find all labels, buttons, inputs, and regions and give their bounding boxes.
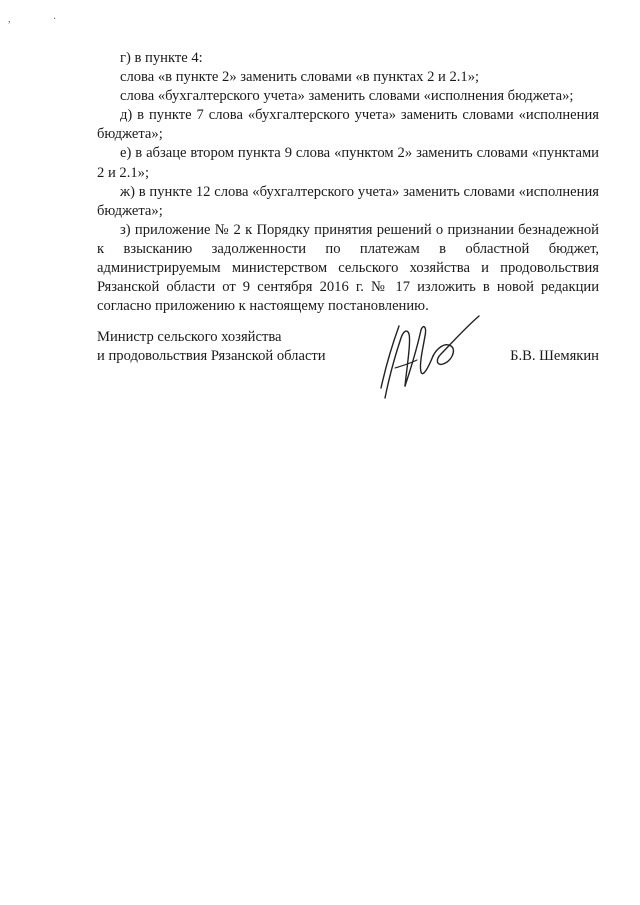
paragraph-item-g-words-1: слова «в пункте 2» заменить словами «в пунктах 2 и 2.1»;: [120, 69, 480, 86]
signatory-name: Б.В. Шемякин: [510, 348, 599, 364]
paragraph-item-e: е) в абзаце втором пункта 9 слова «пунктом 2» заменить словами «пунктами 2 и 2.1»;: [97, 145, 599, 181]
signatory-position: [97, 328, 326, 366]
handwritten-signature: [371, 308, 491, 403]
signatory-position-line-2: и продовольствия Рязанской области: [97, 348, 326, 365]
paragraph-item-z: з) приложение № 2 к Порядку принятия решений о признании безнадежной к взысканию задолженности по платежам в областной бюджет, администрируемым министерством сельского хозяйства и продовольствия Рязанской области от 9 сентября 2016 г. № 17 изложить в новой редакции согласно приложению к настоящему постановлению.: [97, 221, 599, 315]
signature-block: [97, 328, 599, 408]
document-body: [97, 49, 599, 316]
paragraph-item-d: д) в пункте 7 слова «бухгалтерского учета» заменить словами «исполнения бюджета»;: [97, 107, 599, 143]
scan-marks: , ·: [8, 14, 77, 25]
signatory-position-line-1: Министр сельского хозяйства: [97, 329, 282, 345]
paragraph-item-zh: ж) в пункте 12 слова «бухгалтерского учета» заменить словами «исполнения бюджета»;: [97, 183, 599, 219]
paragraph-item-g: г) в пункте 4:: [120, 50, 203, 66]
paragraph-item-g-words-2: слова «бухгалтерского учета» заменить словами «исполнения бюджета»;: [120, 88, 574, 105]
